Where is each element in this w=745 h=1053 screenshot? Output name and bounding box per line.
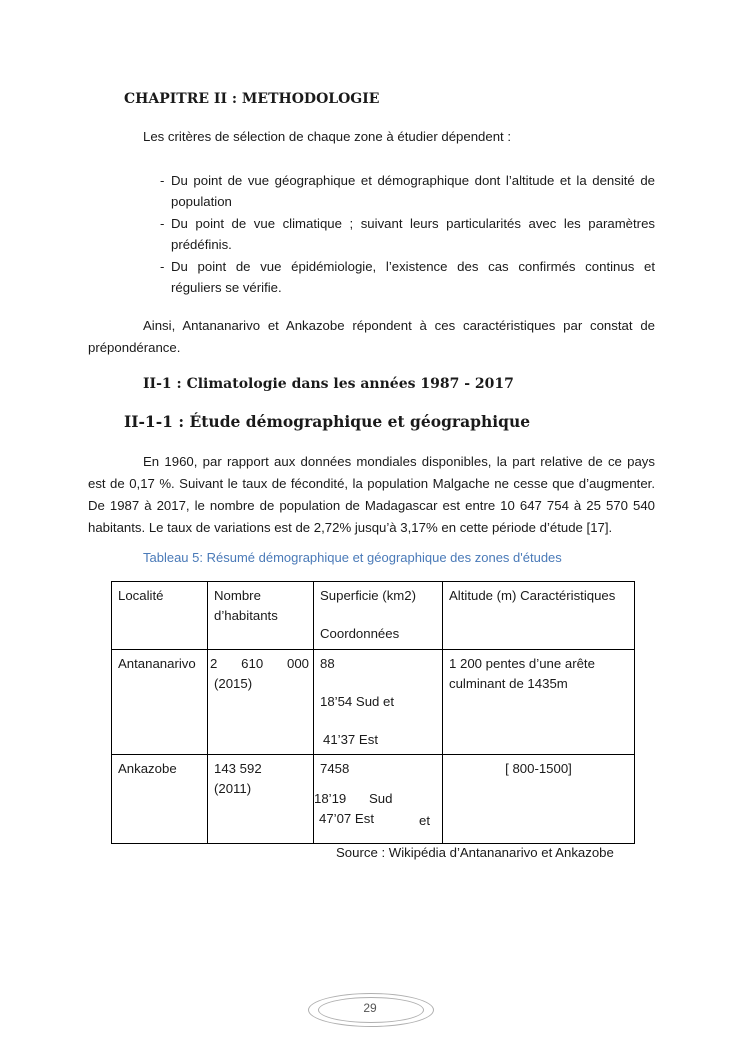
section-heading: II-1 : Climatologie dans les années 1987 - 2017 [143, 376, 514, 392]
bullet-dash: - [160, 216, 165, 231]
coordinate-line: 41’37 Est [323, 732, 378, 747]
area-value: 88 [320, 656, 335, 671]
header-superficie: Superficie (km2) [320, 588, 417, 603]
table-cell [314, 582, 443, 650]
header-localite: Localité [118, 588, 164, 603]
paragraph-ainsi [88, 315, 655, 359]
table-cell [112, 755, 208, 844]
population-year: (2015) [214, 676, 253, 691]
bullet-line: prédéfinis. [171, 237, 232, 252]
bullet-dash: - [160, 173, 165, 188]
paragraph-line: En 1960, par rapport aux données mondiales disponibles, la part relative de ce pays [143, 454, 655, 469]
paragraph-line: prépondérance. [88, 340, 181, 355]
paragraph-line: est de 0,17 %. Suivant le taux de fécondité, la population Malgache ne cesse que d’augmenter. [88, 476, 655, 491]
table-cell [443, 650, 635, 755]
coordinate-part: et [419, 813, 430, 828]
table-header-row [112, 582, 635, 650]
population-part: 000 [286, 656, 309, 671]
table-cell [314, 650, 443, 755]
population-part: 2 [210, 656, 218, 671]
population-year: (2011) [214, 781, 252, 796]
bullet-item [160, 256, 655, 298]
table-cell [112, 582, 208, 650]
page-number: 29 [363, 1001, 377, 1015]
table-cell [443, 582, 635, 650]
bullet-line: Du point de vue climatique ; suivant leurs particularités avec les paramètres [171, 216, 655, 231]
paragraph-line: De 1987 à 2017, le nombre de population de Madagascar est entre 10 647 754 à 25 570 540 [88, 498, 655, 513]
coordinate-part: 18’19 [314, 791, 347, 806]
table-cell [112, 650, 208, 755]
population-part: 610 [241, 656, 264, 671]
paragraph-line: habitants. Le taux de variations est de 2,72% jusqu’à 3,17% en cette période d’étude [17]. [88, 520, 613, 535]
table-row [112, 755, 635, 844]
header-coordonnees: Coordonnées [320, 626, 400, 641]
bullet-line: Du point de vue épidémiologie, l’existence des cas confirmés continus et [171, 259, 655, 274]
paragraph-demography [88, 451, 655, 539]
chapter-title: CHAPITRE II : METHODOLOGIE [124, 91, 380, 107]
bullet-line: population [171, 194, 232, 209]
table-cell [208, 582, 314, 650]
coordinate-line: 18’54 Sud et [320, 694, 395, 709]
altitude-range: [ 800-1500] [505, 761, 572, 776]
area-value: 7458 [320, 761, 350, 776]
bullet-item [160, 213, 655, 255]
data-table [111, 581, 635, 844]
locality-cell: Ankazobe [118, 761, 177, 776]
coordinate-part: Sud [369, 791, 393, 806]
header-nombre: Nombre [214, 588, 261, 603]
bullet-dash: - [160, 259, 165, 274]
table-row [112, 650, 635, 755]
header-altitude: Altitude (m) Caractéristiques [449, 588, 616, 603]
table-cell [314, 755, 443, 844]
table-cell [208, 755, 314, 844]
bullet-line: réguliers se vérifie. [171, 280, 282, 295]
bullet-item [160, 170, 655, 212]
altitude-line: culminant de 1435m [449, 676, 568, 691]
table-cell [208, 650, 314, 755]
table-caption: Tableau 5: Résumé démographique et géographique des zones d'études [143, 550, 562, 565]
population-value: 143 592 [214, 761, 262, 776]
intro-text: Les critères de sélection de chaque zone à étudier dépendent : [143, 129, 512, 144]
bullet-line: Du point de vue géographique et démographique dont l’altitude et la densité de [171, 173, 655, 188]
subsection-heading: II-1-1 : Étude démographique et géographique [124, 412, 531, 431]
coordinate-part: 47’07 Est [319, 811, 374, 826]
altitude-line: 1 200 pentes d’une arête [449, 656, 595, 671]
table-source: Source : Wikipédia d’Antananarivo et Ankazobe [336, 845, 614, 860]
locality-cell: Antananarivo [118, 656, 196, 671]
paragraph-line: Ainsi, Antananarivo et Ankazobe répondent à ces caractéristiques par constat de [143, 318, 655, 333]
table-cell [443, 755, 635, 844]
header-habitants: d’habitants [214, 608, 278, 623]
